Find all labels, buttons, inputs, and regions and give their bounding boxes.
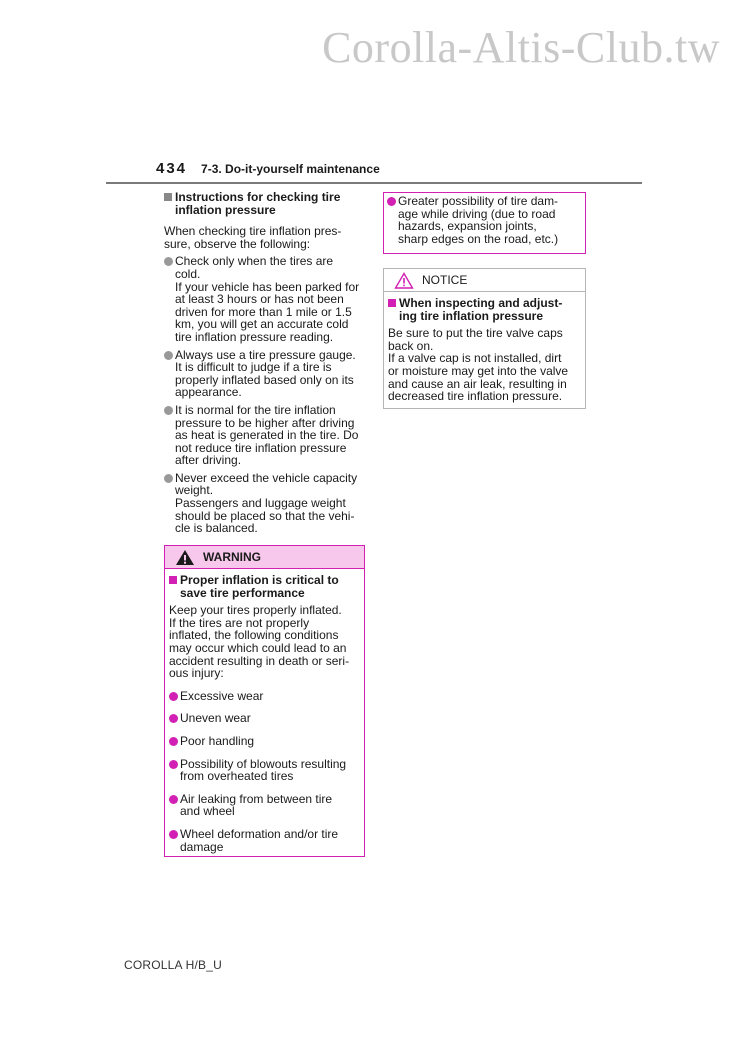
list-item: Always use a tire pressure gauge. It is difficult to judge if a tire is properly inflated based only on its appearance. <box>164 349 368 399</box>
page-number: 434 <box>156 160 188 177</box>
watermark: Corolla-Altis-Club.tw <box>322 23 720 72</box>
warning-paragraph: Keep your tires properly inflated. If the tires are not properly inflated, the following conditions may occur which could lead to an accident resulting in death or seri- ous injury: <box>169 603 350 681</box>
notice-header <box>384 269 585 292</box>
text-line: sure, observe the following: <box>164 236 311 251</box>
bullet-dot-icon <box>164 406 173 415</box>
bullet-dot-icon <box>169 714 178 723</box>
bullet-dot-icon <box>169 737 178 746</box>
notice-box <box>383 268 586 409</box>
warning-label: WARNING <box>203 549 261 564</box>
bullet-dot-icon <box>164 257 173 266</box>
list-item: Uneven wear <box>169 712 360 725</box>
intro-paragraph <box>164 225 368 250</box>
list-item: It is normal for the tire inflation pressure to be higher after driving as heat is generated in the tire. Do not reduce tire inflation pressure after driving. <box>164 404 368 467</box>
bullet-dot-icon <box>169 692 178 701</box>
left-column <box>164 191 368 540</box>
bullet-dot-icon <box>169 830 178 839</box>
list-item: Greater possibility of tire dam- age while driving (due to road hazards, expansion joints, sharp edges on the road, etc.) <box>387 195 581 245</box>
section-title: 7-3. Do-it-yourself maintenance <box>201 162 380 176</box>
page-header <box>156 160 380 177</box>
warning-triangle-icon <box>175 549 195 566</box>
bullet-dot-icon <box>164 351 173 360</box>
heading-line: inflation pressure <box>175 202 276 217</box>
heading-line: Instructions for checking tire <box>175 190 341 204</box>
notice-triangle-icon <box>394 272 414 289</box>
bullet-dot-icon <box>169 795 178 804</box>
warning-continuation-box <box>383 192 586 254</box>
list-item: Poor handling <box>169 735 360 748</box>
notice-label: NOTICE <box>422 272 468 287</box>
header-divider <box>106 182 642 184</box>
square-bullet-icon <box>164 193 172 201</box>
subsection-heading <box>164 191 368 216</box>
bullet-dot-icon <box>169 760 178 769</box>
list-item: Air leaking from between tire and wheel <box>169 793 360 818</box>
warning-heading: Proper inflation is critical to save tire performance <box>169 574 360 599</box>
notice-heading: When inspecting and adjust- ing tire inflation pressure <box>388 297 581 322</box>
bullet-dot-icon <box>164 474 173 483</box>
page-footer: COROLLA H/B_U <box>124 958 222 972</box>
warning-header <box>165 546 364 569</box>
notice-paragraph: Be sure to put the tire valve caps back on. If a valve cap is not installed, dirt or moisture may get into the valve and cause an air leak, resulting in decreased tire inflation pressure. <box>388 326 569 404</box>
square-bullet-icon <box>169 576 177 584</box>
warning-box <box>164 545 365 857</box>
list-item: Wheel deformation and/or tire damage <box>169 828 360 853</box>
list-item: Excessive wear <box>169 690 360 703</box>
square-bullet-icon <box>388 299 396 307</box>
bullet-dot-icon <box>387 197 396 206</box>
text-line: When checking tire inflation pres- <box>164 224 342 239</box>
list-item: Never exceed the vehicle capacity weight. Passengers and luggage weight should be placed so that the vehi- cle is balanced. <box>164 472 368 535</box>
list-item: Possibility of blowouts resulting from overheated tires <box>169 758 360 783</box>
list-item: Check only when the tires are cold. If your vehicle has been parked for at least 3 hours or has not been driven for more than 1 mile or 1.5 km, you will get an accurate cold tire inflation pressure reading. <box>164 255 368 343</box>
